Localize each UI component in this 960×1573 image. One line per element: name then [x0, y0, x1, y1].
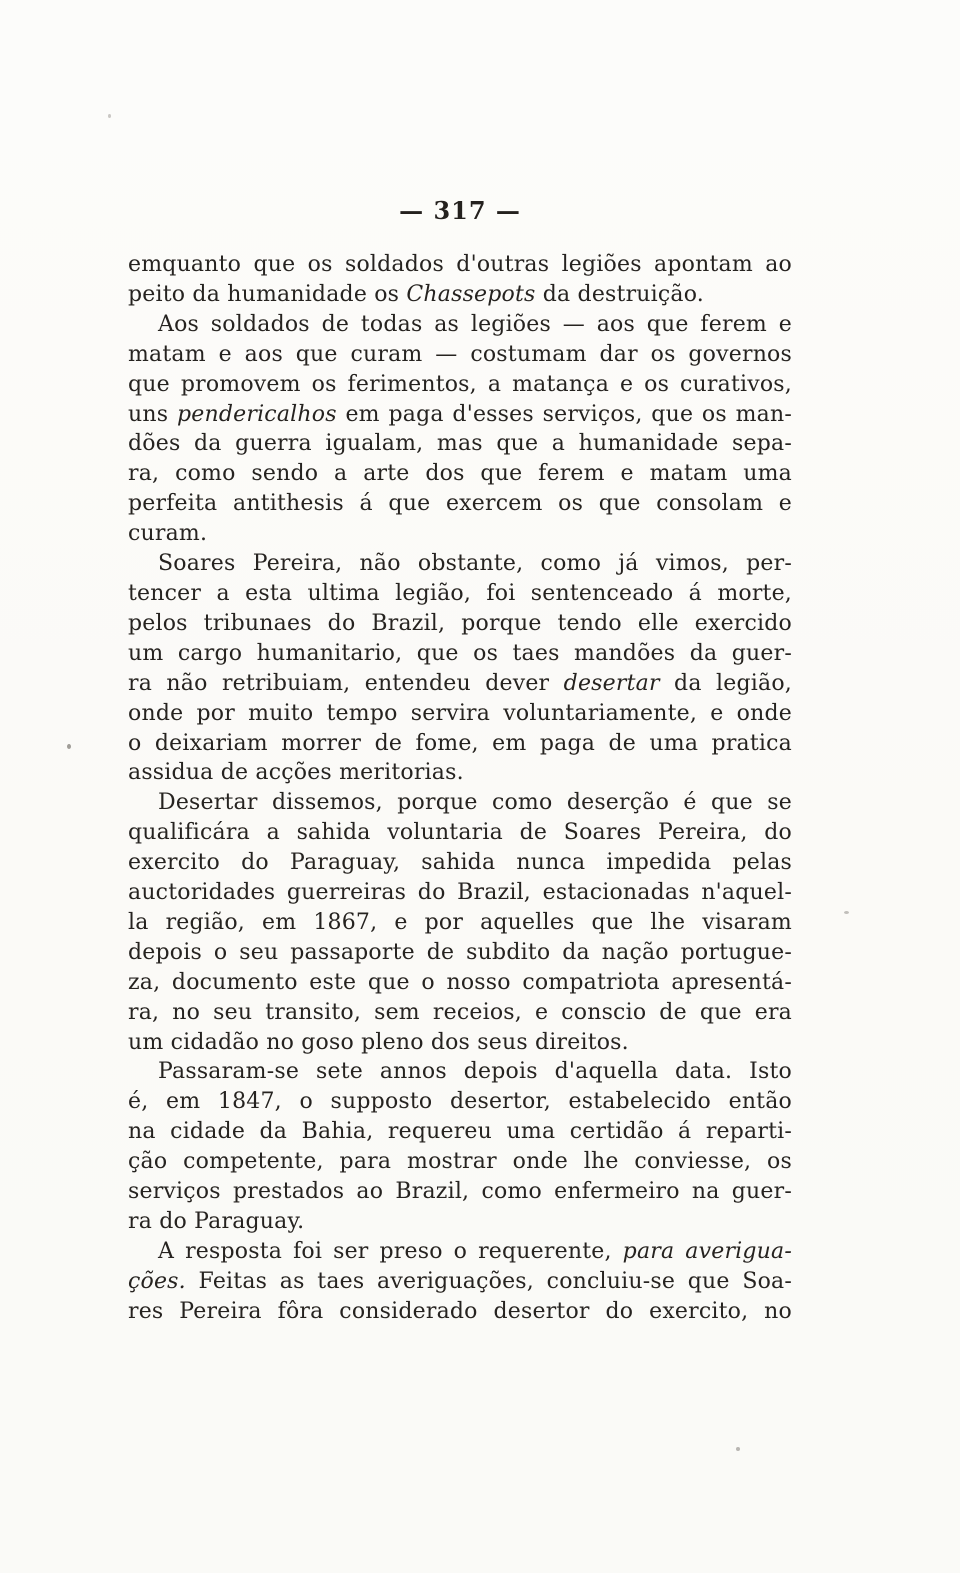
text-line: curam. [128, 521, 208, 547]
paragraph [128, 788, 792, 1057]
scan-artifact [736, 1447, 740, 1451]
text-line: qualificára a sahida voluntaria de Soares Pereira, do [128, 820, 792, 846]
text-line: depois o seu passaporte de subdito da nação portugue- [128, 939, 792, 965]
text-line: onde por muito tempo servira voluntariamente, e onde [128, 700, 792, 726]
text-line: res Pereira fôra considerado desertor do exercito, no [128, 1298, 792, 1324]
text-line: ra não retribuiam, entendeu dever desertar da legião, [128, 670, 792, 696]
text-line: Soares Pereira, não obstante, como já vimos, per- [158, 551, 792, 577]
paragraph [128, 549, 792, 788]
text-line: o deixariam morrer de fome, em paga de uma pratica [128, 730, 792, 756]
text-line: serviços prestados ao Brazil, como enfermeiro na guer- [128, 1179, 792, 1205]
text-line: ção competente, para mostrar onde lhe conviesse, os [128, 1149, 792, 1175]
paragraph [128, 250, 792, 310]
page-text [128, 250, 792, 1327]
text-line: tencer a esta ultima legião, foi sentenceado á morte, [128, 580, 792, 606]
text-line: pelos tribunaes do Brazil, porque tendo elle exercido [128, 610, 792, 636]
text-line: uns pendericalhos em paga d'esses serviços, que os man- [128, 401, 792, 427]
text-line: perfeita antithesis á que exercem os que consolam e [128, 491, 792, 517]
text-line: Passaram-se sete annos depois d'aquella data. Isto [158, 1059, 792, 1085]
text-line: la região, em 1867, e por aquelles que lhe visaram [128, 909, 792, 935]
text-line: na cidade da Bahia, requereu uma certidão á reparti- [128, 1119, 792, 1145]
scan-artifact [108, 114, 111, 118]
text-line: que promovem os ferimentos, a matança e os curativos, [128, 371, 792, 397]
text-line: emquanto que os soldados d'outras legiões apontam ao [128, 252, 792, 277]
text-line: Aos soldados de todas as legiões — aos que ferem e [158, 311, 792, 337]
text-line: dões da guerra igualam, mas que a humanidade sepa- [128, 431, 792, 457]
text-line: peito da humanidade os Chassepots da destruição. [128, 281, 704, 307]
scan-artifact [67, 744, 71, 749]
page-number: — 317 — [399, 196, 521, 225]
text-line: ra, no seu transito, sem receios, e conscio de que era [128, 999, 792, 1025]
text-line: matam e aos que curam — costumam dar os governos [128, 341, 792, 367]
paragraph [128, 1057, 792, 1236]
text-line: za, documento este que o nosso compatriota apresentá- [128, 969, 792, 995]
text-line: auctoridades guerreiras do Brazil, estacionadas n'aquel- [128, 880, 792, 906]
scan-artifact [844, 911, 849, 914]
text-line: assidua de acções meritorias. [128, 760, 464, 786]
text-line: ções. Feitas as taes averiguações, concluiu-se que Soa- [128, 1268, 792, 1294]
text-line: um cargo humanitario, que os taes mandões da guer- [128, 640, 792, 666]
text-line: um cidadão no goso pleno dos seus direitos. [128, 1029, 629, 1055]
text-line: exercito do Paraguay, sahida nunca impedida pelas [128, 850, 792, 876]
text-line: é, em 1847, o supposto desertor, estabelecido então [128, 1089, 792, 1115]
text-line: A resposta foi ser preso o requerente, para averigua- [158, 1238, 792, 1264]
text-line: ra, como sendo a arte dos que ferem e matam uma [128, 461, 792, 487]
text-line: Desertar dissemos, porque como deserção é que se [158, 790, 792, 816]
text-line: ra do Paraguay. [128, 1209, 305, 1234]
paragraph [128, 310, 792, 549]
paragraph [128, 1237, 792, 1327]
